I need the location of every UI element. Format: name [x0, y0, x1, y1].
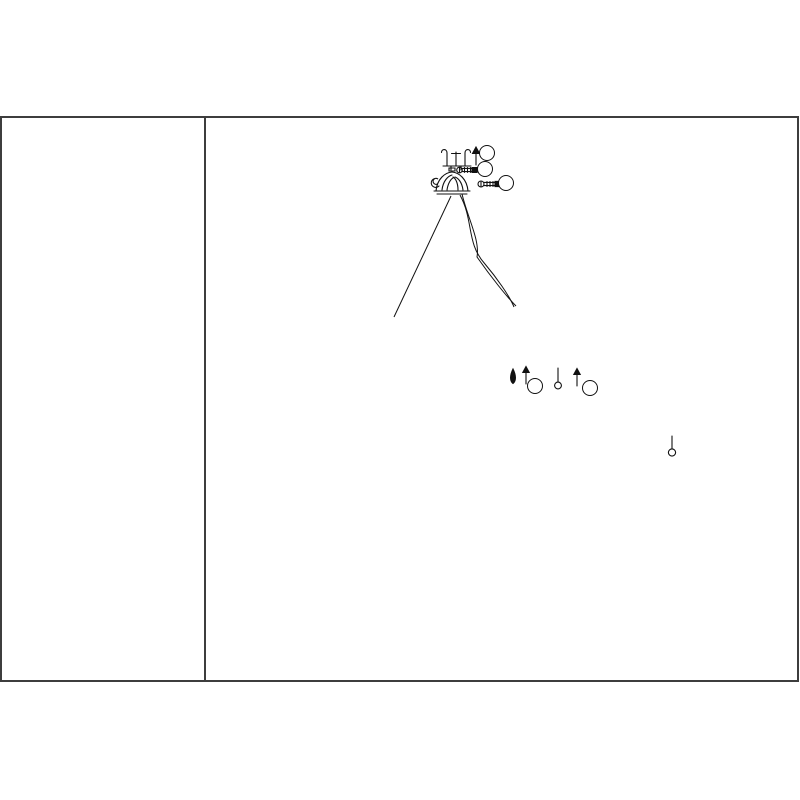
hanging-wire-drawing [394, 194, 516, 317]
screw-icon [457, 167, 477, 173]
crystal-pin-icon [668, 436, 675, 456]
filled-crystal-drop-icon [511, 369, 516, 384]
callout-3 [498, 175, 514, 191]
clear-crystal-pin-icon [555, 368, 562, 389]
callout-4 [527, 378, 543, 394]
callout-2 [477, 161, 493, 177]
crystal-samples-drawing [511, 367, 581, 389]
callout-1 [479, 145, 495, 161]
callout-5 [582, 380, 598, 396]
